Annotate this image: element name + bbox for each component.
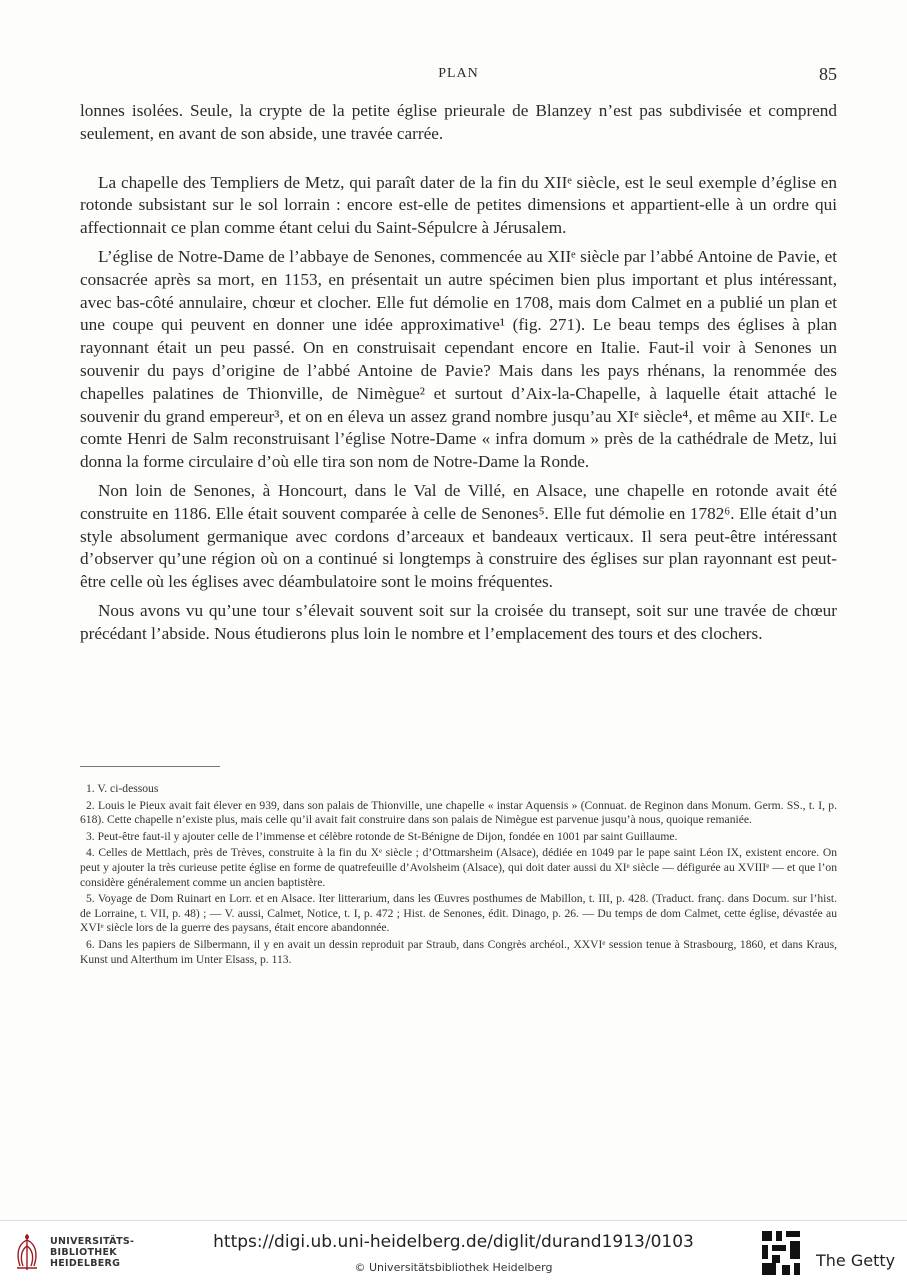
institution-name-text: UNIVERSITÄTS- BIBLIOTHEK HEIDELBERG (50, 1236, 135, 1269)
footnote-divider (80, 766, 220, 767)
partner-name: The Getty (816, 1251, 896, 1270)
footnote-2: 2. Louis le Pieux avait fait élever en 939, dans son palais de Thionville, une chapelle « instar Aquensis » (Connuat. de Reginon dans Monum. Germ. SS., t. I, p. 618). Cette chapelle n’existe plus, mais celle qu’il avait fait construire dans son palais de Nimègue est parvenue jusqu’à nous, quoique remaniée. (80, 798, 837, 827)
paragraph-1: lonnes isolées. Seule, la crypte de la petite église prieurale de Blanzey n’est pas subdivisée et comprend seulement, en avant de son abside, une travée carrée. (80, 101, 837, 143)
permalink[interactable]: https://digi.ub.uni-heidelberg.de/diglit/durand1913/0103 (213, 1232, 694, 1252)
page-header (80, 64, 837, 88)
body-text (80, 100, 837, 646)
footnote-3: 3. Peut-être faut-il y ajouter celle de l’immense et célèbre rotonde de St-Bénigne de Dijon, fondée en 1001 par saint Guillaume. (86, 829, 678, 843)
footnote-4: 4. Celles de Mettlach, près de Trèves, construite à la fin du Xᵉ siècle ; d’Ottmarsheim (Alsace), dédiée en 1049 par le pape saint Léon IX, existent encore. On peut y ajouter la très curieuse petite église en forme de quatrefeuille d’Avolsheim (Alsace), qui doit dater aussi du XIᵉ siècle — défigurée au XVIIIᵉ — et que l’on considère généralement comme un ancien baptistère. (80, 846, 837, 889)
paragraph-3: L’église de Notre-Dame de l’abbaye de Senones, commencée au XIIᵉ siècle par l’abbé Antoine de Pavie, et consacrée après sa mort, en 1153, en présentait un autre spécimen bien plus important et plus intéressant, avec bas-côté annulaire, chœur et clocher. Elle fut démolie en 1708, mais dom Calmet en a publié un plan et une coupe qui peuvent en donner une idée approximative¹ (fig. 271). Le beau temps des églises à plan rayonnant était un peu passé. On en construisait cependant encore en Italie. Faut-il voir à Senones un souvenir du pays d’origine de l’abbé Antoine de Pavie? Mais dans les pays rhénans, la renommée des chapelles palatines de Thionville, de Nimègue² et surtout d’Aix-la-Chapelle, à laquelle était attaché le souvenir du grand empereur³, et on en éleva un assez grand nombre jusqu’au XIᵉ siècle⁴, et même au XIIᵉ. Le comte Henri de Salm reconstruisant l’église Notre-Dame « infra domum » près de la cathédrale de Metz, lui donna la forme circulaire d’où elle tira son nom de Notre-Dame la Ronde. (80, 246, 837, 472)
getty-logo-icon (760, 1229, 802, 1277)
page-number: 85 (819, 64, 837, 84)
paragraph-4: Non loin de Senones, à Honcourt, dans le Val de Villé, en Alsace, une chapelle en rotonde avait été construite en 1186. Elle était souvent comparée à celle de Senones⁵. Elle fut démolie en 1782⁶. Elle était d’un style absolument germanique avec cordons d’arceaux et bandeaux verticaux. Il sera peut-être intéressant d’observer qu’une région où on a continué si longtemps à construire des églises sur plan rayonnant est peut-être celle où les églises avec déambulatoire sont le moins fréquentes. (80, 480, 837, 592)
footnote-5: 5. Voyage de Dom Ruinart en Lorr. et en Alsace. Iter litterarium, dans les Œuvres posthumes de Mabillon, t. III, p. 428. (Traduct. franç. dans Docum. sur l’hist. de Lorraine, t. VII, p. 48) ; — V. aussi, Calmet, Notice, t. I, p. 472 ; Hist. de Senones, édit. Dinago, p. 26. — Du temps de dom Calmet, cette église, dévastée au XVIᵉ siècle lors de la guerre des paysans, était encore abandonnée. (80, 892, 837, 935)
footnotes (80, 782, 837, 969)
footnote-1: 1. V. ci-dessous (86, 782, 159, 795)
paragraph-2: La chapelle des Templiers de Metz, qui paraît dater de la fin du XIIᵉ siècle, est le seul exemple d’église en rotonde subsistant sur le sol lorrain : encore est-elle de petites dimensions et appartient-elle à un ordre qui affectionnait ce plan comme étant celui du Saint-Sépulcre à Jérusalem. (80, 172, 837, 238)
copyright-notice: © Universitätsbibliothek Heidelberg (354, 1261, 553, 1274)
running-title: PLAN (438, 66, 479, 81)
paragraph-5: Nous avons vu qu’une tour s’élevait souvent soit sur la croisée du transept, soit sur une travée de chœur précédant l’abside. Nous étudierons plus loin le nombre et l’emplacement des tours et des clochers. (80, 600, 837, 643)
footnote-6: 6. Dans les papiers de Silbermann, il y en avait un dessin reproduit par Straub, dans Congrès archéol., XXVIᵉ session tenue à Strasbourg, 1860, et dans Kraus, Kunst und Alterthum im Unter Elsass, p. 113. (80, 937, 837, 966)
